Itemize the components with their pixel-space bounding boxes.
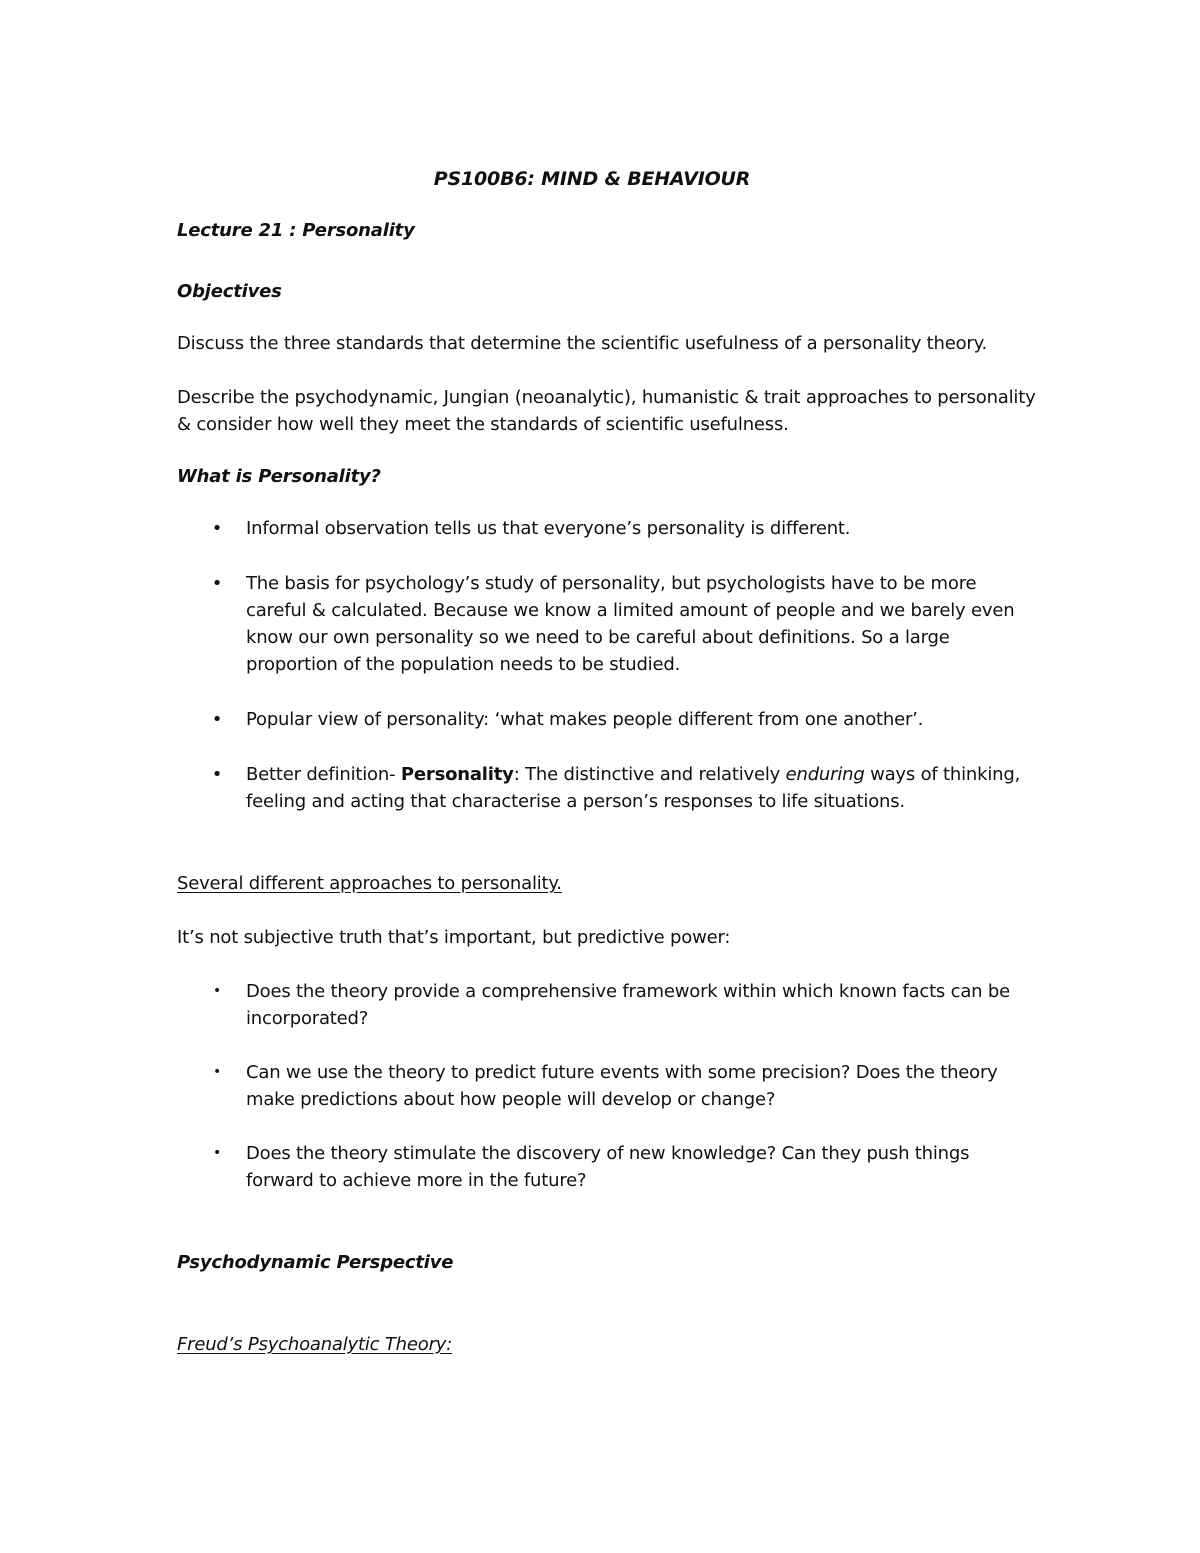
list-item xyxy=(177,761,1037,815)
bullet-icon: • xyxy=(211,709,223,730)
approaches-heading: Several different approaches to personality. xyxy=(177,873,562,894)
freud-heading: Freud’s Psychoanalytic Theory: xyxy=(177,1334,453,1355)
list-item-text: Can we use the theory to predict future events with some precision? Does the theory make predictions about how people will develop or change? xyxy=(246,1062,998,1110)
list-item xyxy=(177,515,1037,542)
lecture-heading: Lecture 21 : Personality xyxy=(177,220,415,241)
definition-emphasis: enduring xyxy=(785,764,865,785)
bullet-icon: • xyxy=(211,518,223,539)
list-item-text: Popular view of personality: ‘what makes people different from one another’. xyxy=(246,709,924,730)
bullet-icon: • xyxy=(212,1064,222,1080)
list-item xyxy=(177,570,1037,678)
what-is-personality-list xyxy=(177,515,1037,815)
definition-term: Personality xyxy=(400,764,514,785)
approaches-list xyxy=(177,978,1037,1194)
what-is-personality-heading: What is Personality? xyxy=(177,466,381,487)
bullet-icon: • xyxy=(211,573,223,594)
list-item-text: Informal observation tells us that everyone’s personality is different. xyxy=(246,518,851,539)
document-body xyxy=(177,166,1037,1358)
definition-text-before: : The distinctive and relatively xyxy=(513,764,786,785)
list-item xyxy=(177,978,1037,1032)
document-title: PS100B6: MIND & BEHAVIOUR xyxy=(433,168,751,190)
list-item-text: The basis for psychology’s study of personality, but psychologists have to be more careful & calculated. Because we know a limited amount of people and we barely even know our own personality so we need to be careful about definitions. So a large proportion of the population needs to be studied. xyxy=(246,573,1015,675)
objective-paragraph: Discuss the three standards that determine the scientific usefulness of a personality theory. xyxy=(177,333,988,354)
definition-prefix: Better definition- xyxy=(246,764,401,785)
list-item-text: Does the theory provide a comprehensive framework within which known facts can be incorporated? xyxy=(246,981,1010,1029)
definition-text-after: ways of thinking, feeling and acting that characterise a person’s responses to life situations. xyxy=(246,764,1021,812)
objectives-heading: Objectives xyxy=(177,281,282,302)
bullet-icon: • xyxy=(212,1145,222,1161)
bullet-icon: • xyxy=(212,983,222,999)
list-item-text: Does the theory stimulate the discovery of new knowledge? Can they push things forward to achieve more in the future? xyxy=(246,1143,970,1191)
bullet-icon: • xyxy=(211,764,223,785)
approaches-intro: It’s not subjective truth that’s important, but predictive power: xyxy=(177,927,731,948)
list-item xyxy=(177,706,1037,733)
list-item xyxy=(177,1140,1037,1194)
psychodynamic-heading: Psychodynamic Perspective xyxy=(177,1252,454,1273)
objective-paragraph: Describe the psychodynamic, Jungian (neoanalytic), humanistic & trait approaches to personality & consider how well they meet the standards of scientific usefulness. xyxy=(177,387,1036,435)
list-item xyxy=(177,1059,1037,1113)
